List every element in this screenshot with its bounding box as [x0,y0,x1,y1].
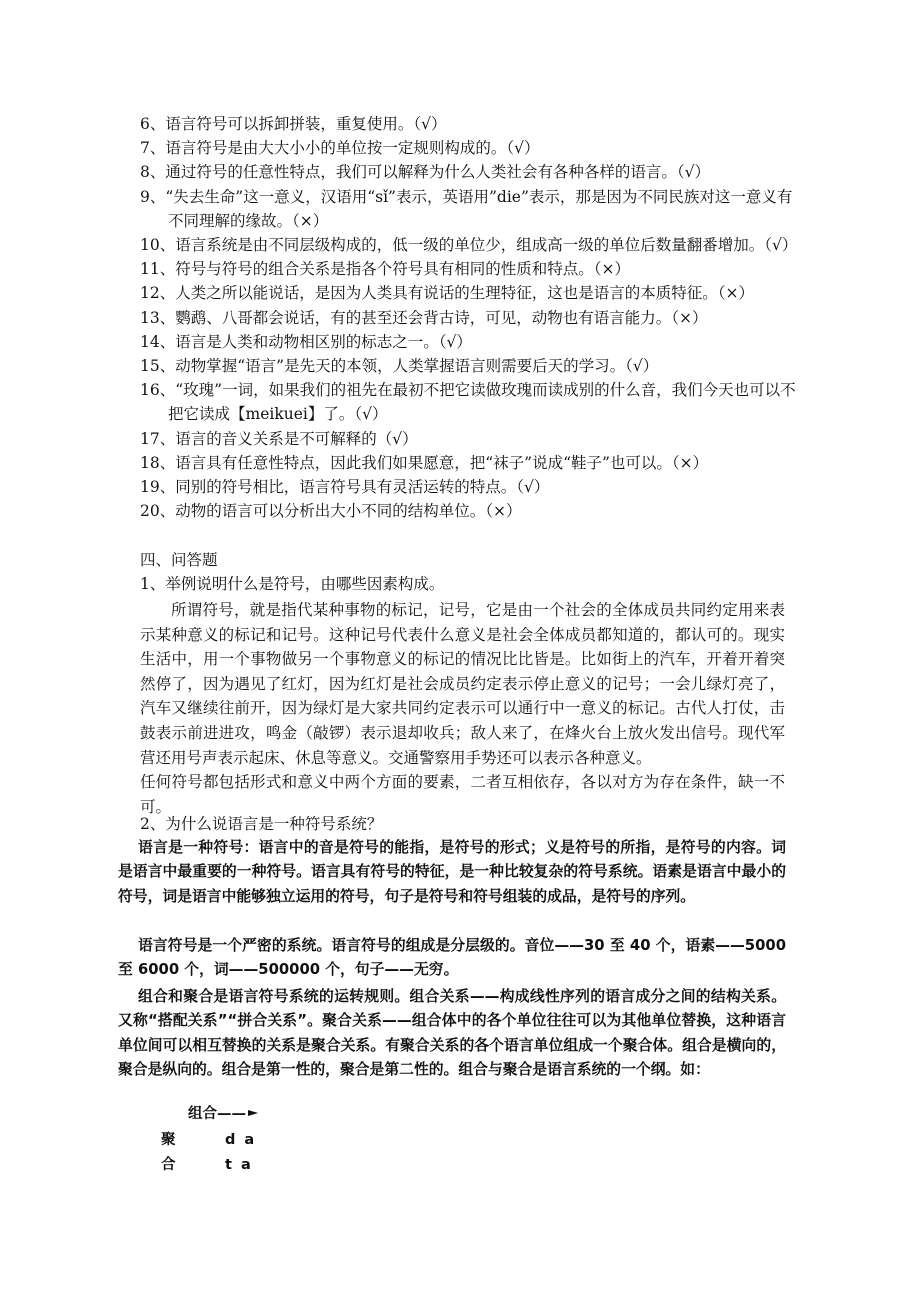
list-item: 14、语言是人类和动物相区别的标志之一。（√） [140,332,472,351]
arrow-right-icon [248,1106,258,1122]
question-2: 2、为什么说语言是一种符号系统？ [140,815,383,833]
combination-label-row [188,1102,258,1123]
combination-label: 组合—— [188,1106,246,1122]
aggregation-label [161,1128,176,1178]
answer-1-paragraph: 所谓符号，就是指代某种事物的标记，记号，它是由一个社会的全体成员共同约定用来表示某种意义的标记和记号。这种记号代表什么意义是社会全体成员都知道的，都认可的。现实生活中，用一个事物做另一个事物意义的标记的情况比比皆是。比如街上的汽车，开着开着突然停了，因为遇见了红灯，因为红灯是社会成员约定表示停止意义的记号；一会儿绿灯亮了，汽车又继续往前开，因为绿灯是大家共同约定表示可以通行中一意义的标记。古代人打仗，击鼓表示前进进攻，鸣金（敲锣）表示退却收兵；敌人来了，在烽火台上放火发出信号。现代军营还用号声表示起床、休息等意义。交通警察用手势还可以表示各种意义。 [140,601,785,767]
list-item: 19、同别的符号相比，语言符号具有灵活运转的特点。（√） [140,478,550,497]
list-item: 10、语言系统是由不同层级构成的，低一级的单位少，组成高一级的单位后数量翻番增加。（√） [140,236,798,255]
answer-2-text: 语言是一种符号：语言中的音是符号的能指，是符号的形式；义是符号的所指，是符号的内容。词是语言中最重要的一种符号。语言具有符号的特征，是一种比较复杂的符号系统。语素是语言中最小的符号，词是语言中能够独立运用的符号，句子是符号和符号组装的成品，是符号的序列。 [118,839,786,905]
list-item: 12、人类之所以能说话，是因为人类具有说话的生理特征，这也是语言的本质特征。（×） [140,284,754,303]
aggregation-char: 聚 [161,1132,176,1148]
answer-2-paragraph-2 [118,934,786,983]
list-item: 13、鹦鹉、八哥都会说话，有的甚至还会背古诗，可见，动物也有语言能力。（×） [140,308,708,327]
list-item: 18、语言具有任意性特点，因此我们如果愿意，把“袜子”说成“鞋子”也可以。（×） [140,453,709,472]
answer-2-paragraph-1 [118,836,786,909]
list-item: 20、动物的语言可以分析出大小不同的结构单位。（×） [140,502,522,521]
diagram-rows [225,1128,256,1178]
list-item: 16、“玫瑰”一词，如果我们的祖先在最初不把它读做玫瑰而读成别的什么音，我们今天也可以不把它读成【meikuei】了。（√） [140,381,796,424]
answer-2-text: 组合和聚合是语言符号系统的运转规则。组合关系——构成线性序列的语言成分之间的结构关系。又称“搭配关系”“拼合关系”。聚合关系——组合体中的各个单位往往可以为其他单位替换，这种语言单位间可以相互替换的关系是聚合关系。有聚合关系的各个语言单位组成一个聚合体。组合是横向的，聚合是纵向的。组合是第一性的，聚合是第二性的。组合与聚合是语言系统的一个纲。如： [118,988,786,1079]
question-1: 1、举例说明什么是符号，由哪些因素构成。 [140,575,445,593]
section-heading: 四、问答题 [140,551,218,569]
aggregation-char: 合 [161,1157,176,1173]
list-item: 7、语言符号是由大大小小的单位按一定规则构成的。（√） [140,139,540,158]
true-false-list [140,112,800,523]
answer-2-text: 语言符号是一个严密的系统。语言符号的组成是分层级的。音位——30 至 40 个，语素——5000 至 6000 个，词——500000 个，句子——无穷。 [118,937,786,979]
diagram-row: d a [225,1132,257,1148]
diagram-row: t a [225,1157,253,1173]
answer-1 [140,598,785,819]
list-item: 15、动物掌握“语言”是先天的本领，人类掌握语言则需要后天的学习。（√） [140,357,659,376]
list-item: 8、通过符号的任意性特点，我们可以解释为什么人类社会有各种各样的语言。（√） [140,163,710,182]
list-item: 17、语言的音义关系是不可解释的（√） [140,429,418,448]
answer-1-paragraph: 任何符号都包括形式和意义中两个方面的要素，二者互相依存，各以对方为存在条件，缺一不可。 [140,773,785,816]
list-item: 9、“失去生命”这一意义，汉语用“sǐ”表示，英语用”die”表示，那是因为不同民族对这一意义有不同理解的缘故。（×） [140,187,793,230]
list-item: 6、语言符号可以拆卸拼装，重复使用。（√） [140,115,447,133]
list-item: 11、符号与符号的组合关系是指各个符号具有相同的性质和特点。（×） [140,260,630,279]
answer-2-paragraph-3 [118,985,786,1083]
